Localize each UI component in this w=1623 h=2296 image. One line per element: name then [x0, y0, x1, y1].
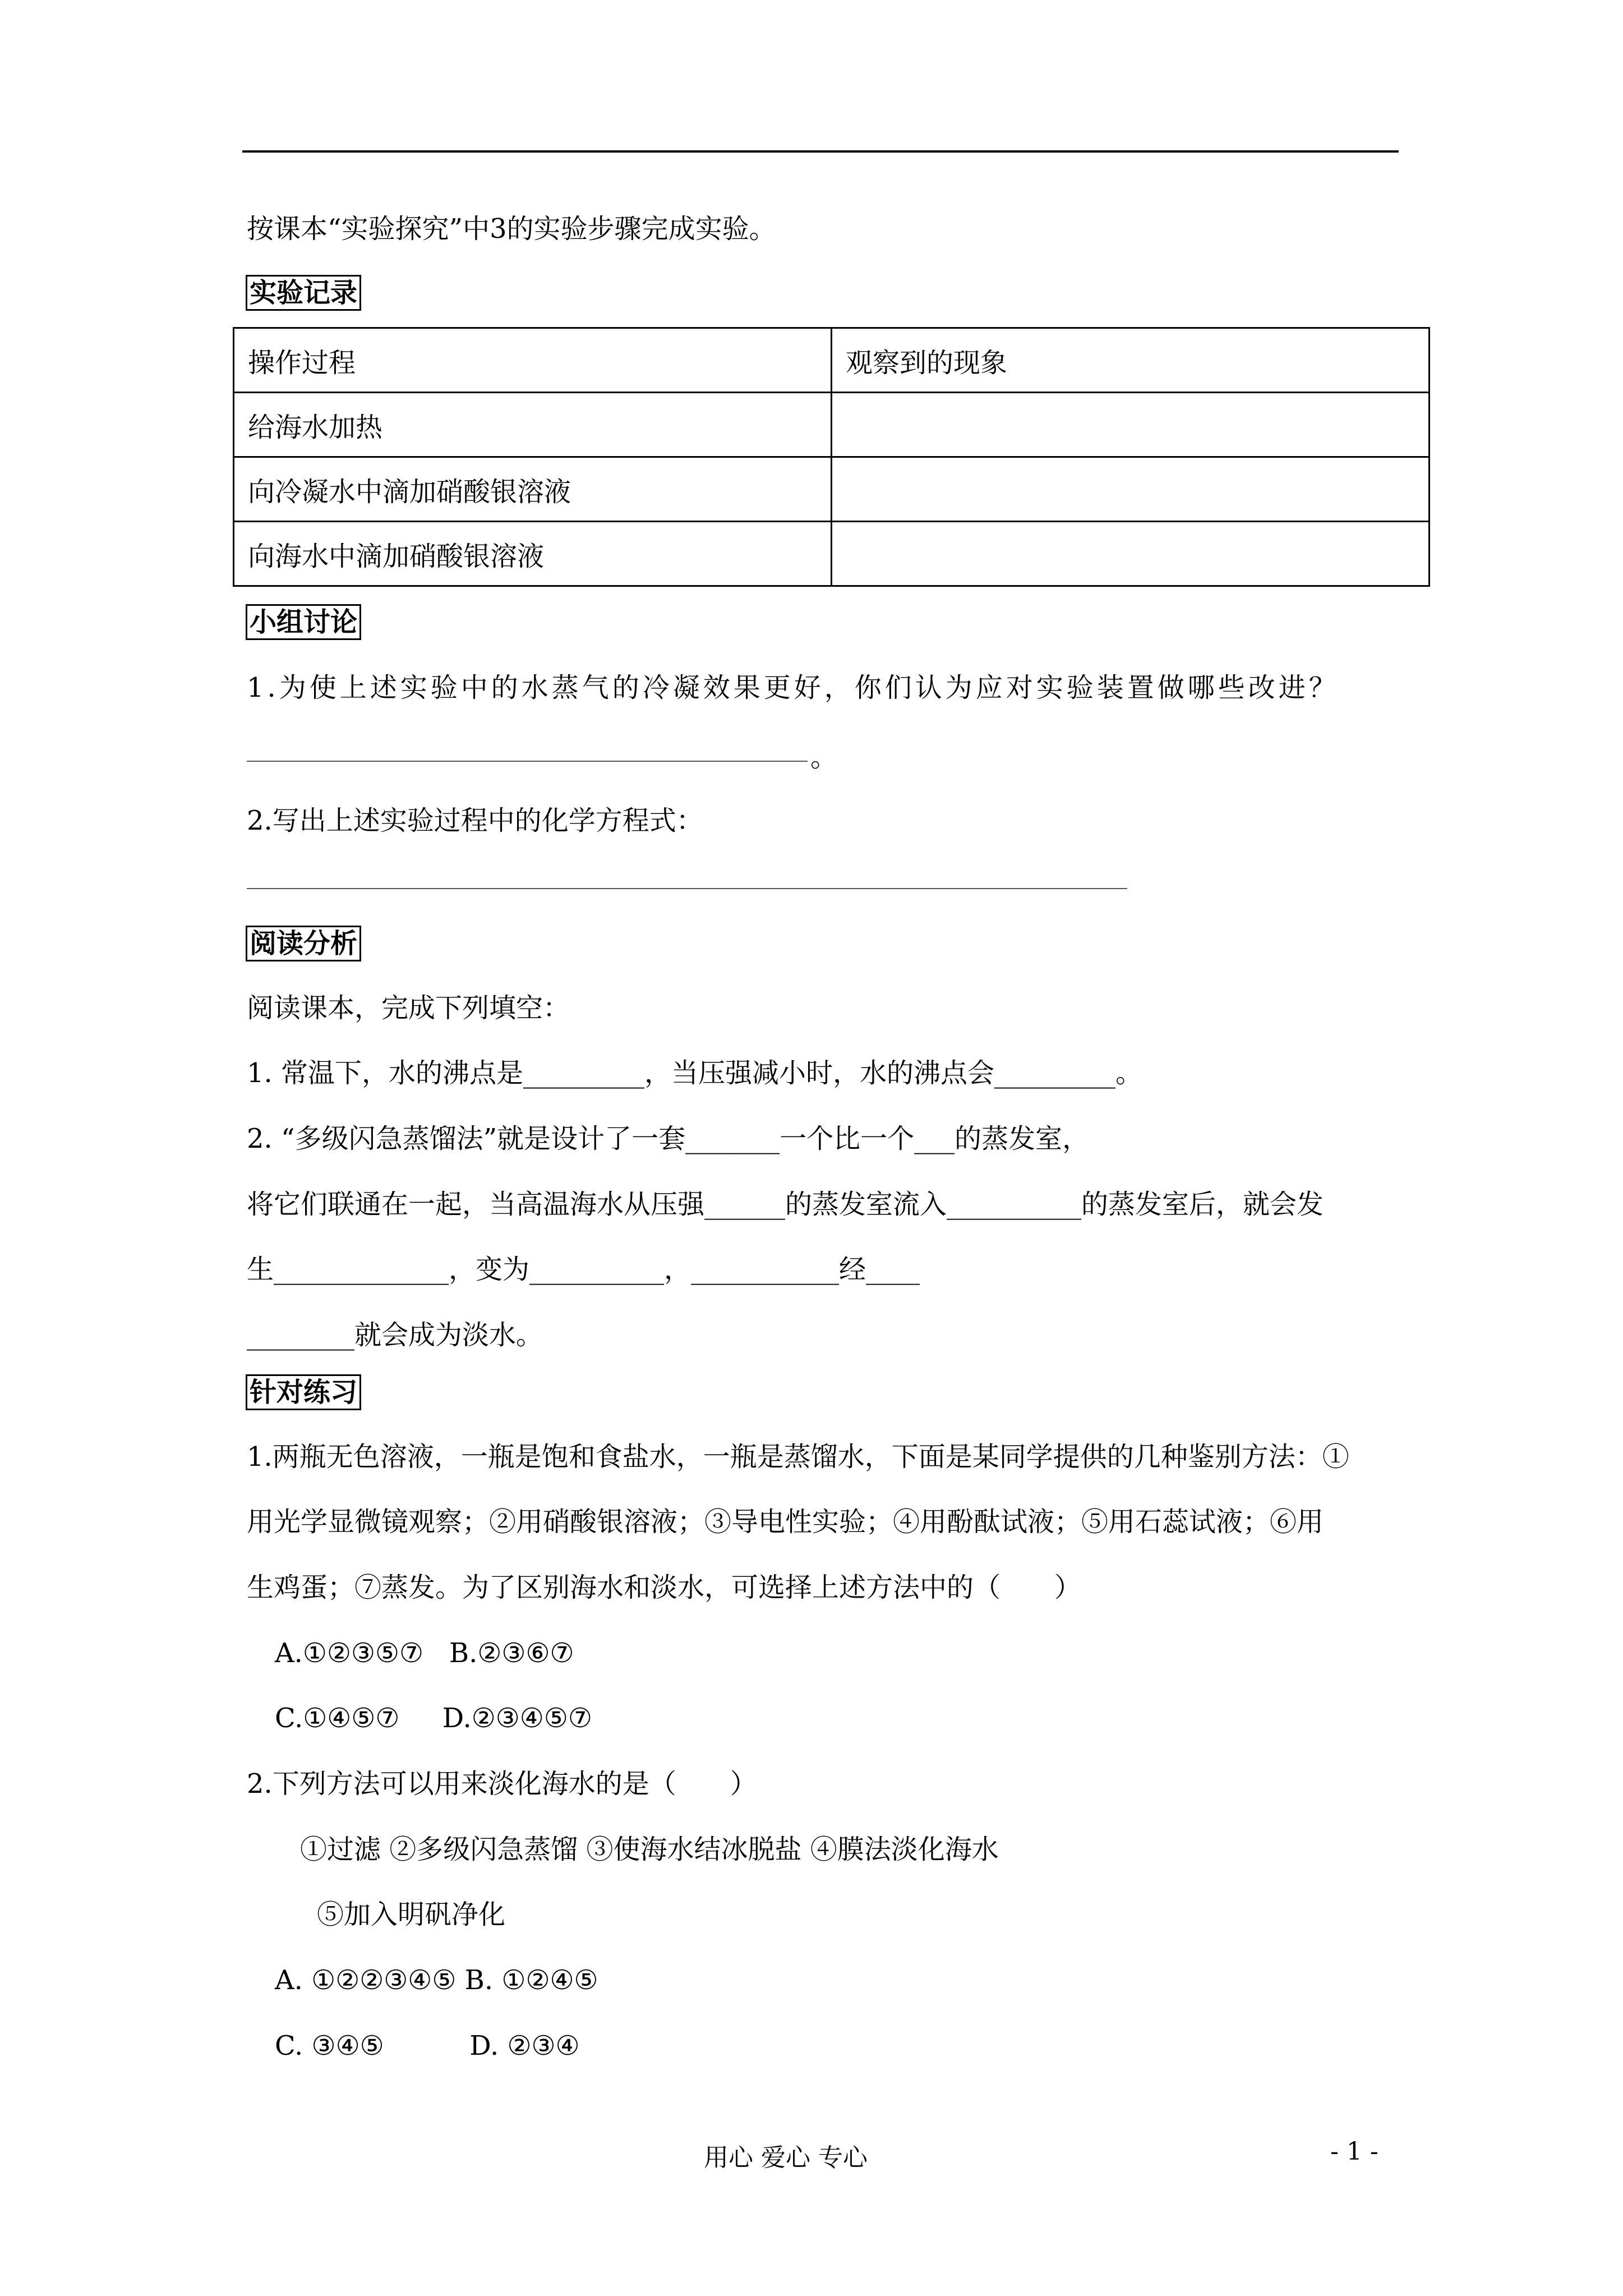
- reading-line-2: 2. “多级闪急蒸馏法”就是设计了一套_______一个比一个___的蒸发室，: [247, 1123, 1090, 1154]
- discussion-question-1: 1.为使上述实验中的水蒸气的冷凝效果更好，你们认为应对实验装置做哪些改进？: [247, 672, 1339, 703]
- page-number: - 1 -: [1330, 2137, 1378, 2166]
- practice-q1-line-2: 用光学显微镜观察；②用硝酸银溶液；③导电性实验；④用酚酞试液；⑤用石蕊试液；⑥用: [247, 1506, 1324, 1538]
- footer-center: 用心 爱心 专心: [704, 2143, 868, 2172]
- table-row: [234, 393, 1430, 457]
- table-cell-empty: [832, 393, 1430, 457]
- intro-text: 按课本“实验探究”中3的实验步骤完成实验。: [247, 213, 776, 245]
- table-cell: 向冷凝水中滴加硝酸银溶液: [234, 457, 832, 522]
- practice-q1-line-3: 生鸡蛋；⑦蒸发。为了区别海水和淡水，可选择上述方法中的（ ）: [247, 1572, 1082, 1603]
- table-cell: 给海水加热: [234, 393, 832, 457]
- reading-line-5: ________就会成为淡水。: [247, 1319, 543, 1351]
- practice-q1-options-ab: A.①②③⑤⑦ B.②③⑥⑦: [275, 1637, 574, 1669]
- reading-line-3: 将它们联通在一起，当高温海水从压强______的蒸发室流入__________的蒸发室后，就会发: [247, 1189, 1324, 1220]
- section-title-reading: 阅读分析: [246, 926, 361, 961]
- section-title-discussion: 小组讨论: [246, 604, 361, 640]
- practice-q1-line-1: 1.两瓶无色溶液，一瓶是饱和食盐水，一瓶是蒸馏水，下面是某同学提供的几种鉴别方法：①: [247, 1441, 1349, 1473]
- practice-q2-options-cd: C. ③④⑤ D. ②③④: [275, 2030, 580, 2062]
- table-row: [234, 328, 1430, 393]
- section-title-record: 实验记录: [246, 275, 361, 311]
- practice-q2-options-ab: A. ①②②③④⑤ B. ①②④⑤: [275, 1964, 598, 1996]
- practice-q2-stem: 2.下列方法可以用来淡化海水的是（ ）: [247, 1768, 757, 1800]
- table-cell-empty: [832, 522, 1430, 586]
- practice-q1-options-cd: C.①④⑤⑦ D.②③④⑤⑦: [275, 1703, 592, 1734]
- discussion-question-2: 2.写出上述实验过程中的化学方程式：: [247, 805, 703, 836]
- section-title-practice: 针对练习: [246, 1374, 361, 1410]
- table-header-cell: 观察到的现象: [832, 328, 1430, 393]
- record-table: [233, 327, 1430, 587]
- answer-line-q1: [247, 761, 808, 762]
- table-header-cell: 操作过程: [234, 328, 832, 393]
- header-rule: [242, 150, 1399, 153]
- answer-line-q1-end: 。: [810, 742, 838, 773]
- practice-q2-items-1: ①过滤 ②多级闪急蒸馏 ③使海水结冰脱盐 ④膜法淡化海水: [300, 1834, 999, 1865]
- answer-line-q2: [247, 888, 1127, 889]
- table-cell-empty: [832, 457, 1430, 522]
- reading-intro: 阅读课本，完成下列填空：: [247, 992, 570, 1024]
- reading-line-4: 生_____________，变为__________，___________经____: [247, 1254, 920, 1285]
- reading-line-1: 1. 常温下，水的沸点是_________，当压强减小时，水的沸点会_________。: [247, 1057, 1143, 1089]
- table-row: [234, 522, 1430, 586]
- practice-q2-items-2: ⑤加入明矾净化: [317, 1899, 506, 1930]
- table-row: [234, 457, 1430, 522]
- table-cell: 向海水中滴加硝酸银溶液: [234, 522, 832, 586]
